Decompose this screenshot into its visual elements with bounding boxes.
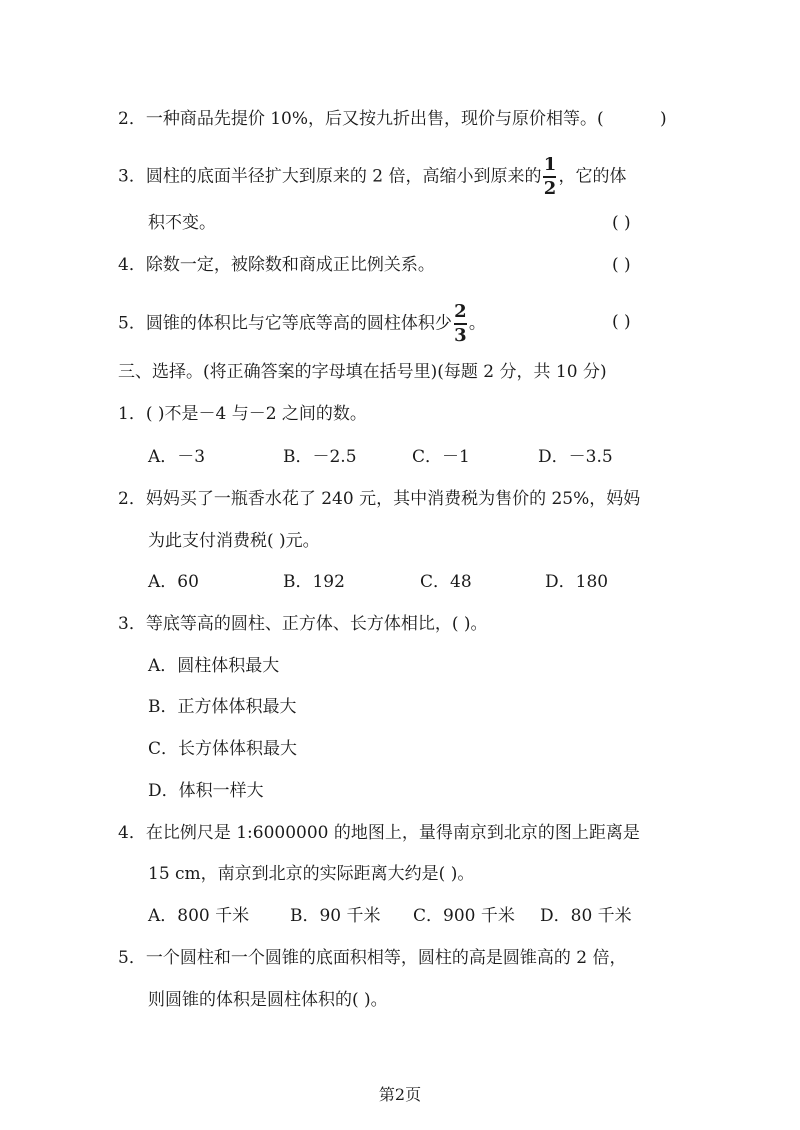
choice-q2-option-d[interactable]: D．180 [545,572,609,592]
frac-numerator: 2 [454,301,467,322]
frac-denominator: 3 [454,325,467,346]
choice-q3-option-d[interactable]: D．体积一样大 [148,781,264,801]
choice-q5-line1: 5．一个圆柱和一个圆锥的底面积相等，圆柱的高是圆锥高的 2 倍， [118,948,627,968]
choice-q2-option-a[interactable]: A．60 [148,572,199,592]
choice-q2-line2: 为此支付消费税( )元。 [148,531,320,551]
judge-q2-text: 2．一种商品先提价 10%，后又按九折出售，现价与原价相等。( [118,109,604,129]
judge-q3-line1 [118,156,626,198]
fraction-one-half [543,156,556,198]
choice-q2-option-c[interactable]: C．48 [420,572,472,592]
section3-heading: 三、选择。(将正确答案的字母填在括号里)(每题 2 分，共 10 分) [118,362,607,382]
choice-q3-option-a[interactable]: A．圆柱体积最大 [148,656,280,676]
page-number: 第2页 [378,1085,422,1104]
choice-q4-option-c[interactable]: C．900 千米 [413,906,515,926]
judge-q5-answer-blank[interactable]: ( ) [612,312,631,332]
choice-q1-option-d[interactable]: D．－3.5 [538,447,613,467]
choice-q4-option-d[interactable]: D．80 千米 [540,906,632,926]
judge-q3-part2: ，它的体 [558,166,627,187]
judge-q4-text: 4．除数一定，被除数和商成正比例关系。 [118,255,435,275]
choice-q1-stem: 1．( )不是－4 与－2 之间的数。 [118,404,367,424]
judge-q4-answer-blank[interactable]: ( ) [612,255,631,275]
judge-q2-close-paren: ) [660,109,667,129]
judge-q3-part1: 3．圆柱的底面半径扩大到原来的 2 倍，高缩小到原来的 [118,166,542,187]
choice-q4-line1: 4．在比例尺是 1:6000000 的地图上，量得南京到北京的图上距离是 [118,823,640,843]
choice-q3-option-c[interactable]: C．长方体体积最大 [148,739,298,759]
judge-q3-answer-blank[interactable]: ( ) [612,213,631,233]
frac-numerator: 1 [543,154,557,175]
choice-q3-option-b[interactable]: B．正方体体积最大 [148,697,297,717]
judge-q3-line2: 积不变。 [148,213,216,233]
choice-q4-option-a[interactable]: A．800 千米 [148,906,250,926]
choice-q2-option-b[interactable]: B．192 [283,572,345,592]
choice-q1-option-c[interactable]: C．－1 [412,447,470,467]
judge-q5-line [118,303,486,345]
choice-q4-option-b[interactable]: B．90 千米 [290,906,381,926]
judge-q5-part1: 5．圆锥的体积比与它等底等高的圆柱体积少 [118,313,452,334]
choice-q4-line2: 15 cm，南京到北京的实际距离大约是( )。 [148,864,475,884]
choice-q2-line1: 2．妈妈买了一瓶香水花了 240 元，其中消费税为售价的 25%，妈妈 [118,489,641,509]
choice-q1-option-a[interactable]: A．－3 [148,447,206,467]
choice-q3-stem: 3．等底等高的圆柱、正方体、长方体相比，( )。 [118,614,488,634]
choice-q1-option-b[interactable]: B．－2.5 [283,447,357,467]
choice-q5-line2: 则圆锥的体积是圆柱体积的( )。 [148,990,388,1010]
judge-q5-part2: 。 [468,313,486,334]
frac-denominator: 2 [543,178,557,199]
fraction-two-thirds [454,303,467,345]
